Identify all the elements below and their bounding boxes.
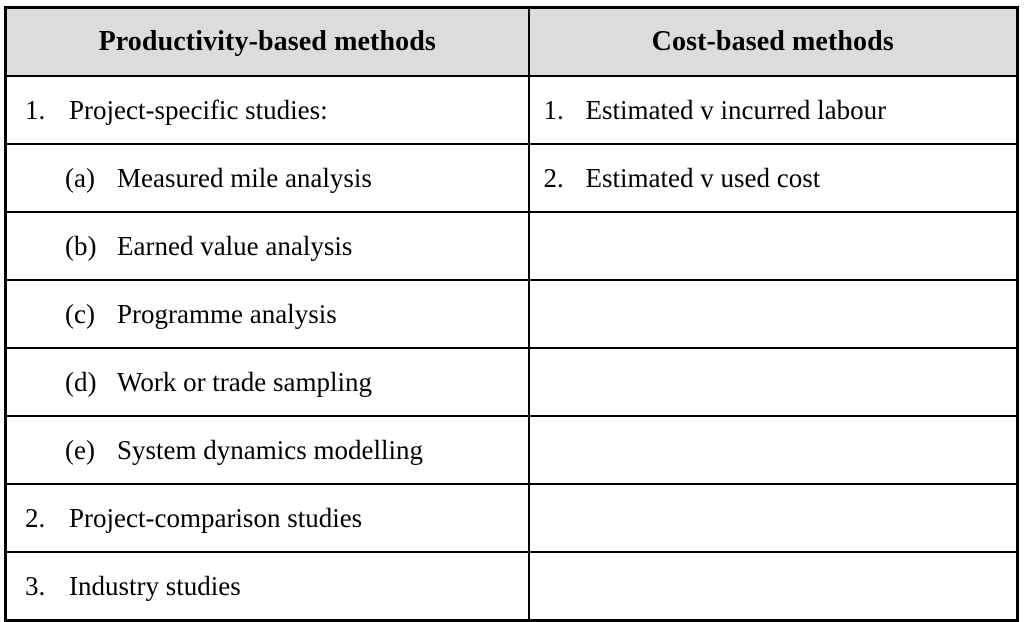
left-cell-8 xyxy=(6,552,529,621)
list-marker: 1. xyxy=(25,94,46,125)
table-row xyxy=(6,212,1018,280)
table-header xyxy=(6,8,1018,77)
left-cell-6 xyxy=(6,416,529,484)
left-cell-1 xyxy=(6,76,529,144)
list-item-label: Measured mile analysis xyxy=(117,162,372,193)
table-row xyxy=(6,280,1018,348)
table-body xyxy=(6,76,1018,621)
right-cell-7 xyxy=(529,484,1018,552)
table-row xyxy=(6,348,1018,416)
list-item-label: Work or trade sampling xyxy=(117,366,373,397)
list-item-label: Project-specific studies: xyxy=(69,94,328,125)
left-cell-2 xyxy=(6,144,529,212)
right-cell-1 xyxy=(529,76,1018,144)
list-marker: 3. xyxy=(25,570,46,601)
table-row xyxy=(6,416,1018,484)
left-cell-7 xyxy=(6,484,529,552)
right-cell-3 xyxy=(529,212,1018,280)
list-item-label: Earned value analysis xyxy=(117,230,353,261)
list-marker: 2. xyxy=(543,162,564,193)
list-marker: (c) xyxy=(65,298,95,329)
methods-table xyxy=(4,6,1019,622)
list-item-label: Programme analysis xyxy=(117,298,337,329)
list-marker: (b) xyxy=(65,230,97,261)
list-item-label: Industry studies xyxy=(69,570,241,601)
table-row xyxy=(6,144,1018,212)
list-item-label: Estimated v incurred labour xyxy=(585,94,887,125)
list-item-label: Estimated v used cost xyxy=(585,162,821,193)
list-item-label: System dynamics modelling xyxy=(117,434,423,465)
left-cell-4 xyxy=(6,280,529,348)
right-cell-2 xyxy=(529,144,1018,212)
list-marker: 1. xyxy=(543,94,564,125)
list-marker: (e) xyxy=(65,434,95,465)
list-marker: 2. xyxy=(25,502,46,533)
table-header-row xyxy=(6,8,1018,77)
table-row xyxy=(6,484,1018,552)
left-cell-3 xyxy=(6,212,529,280)
column-header-productivity-based: Productivity-based methods xyxy=(6,8,529,77)
right-cell-6 xyxy=(529,416,1018,484)
table-row xyxy=(6,76,1018,144)
list-item-label: Project-comparison studies xyxy=(69,502,363,533)
left-cell-5 xyxy=(6,348,529,416)
right-cell-8 xyxy=(529,552,1018,621)
right-cell-5 xyxy=(529,348,1018,416)
column-header-cost-based: Cost-based methods xyxy=(529,8,1018,77)
list-marker: (a) xyxy=(65,162,95,193)
right-cell-4 xyxy=(529,280,1018,348)
table-row xyxy=(6,552,1018,621)
list-marker: (d) xyxy=(65,366,97,397)
